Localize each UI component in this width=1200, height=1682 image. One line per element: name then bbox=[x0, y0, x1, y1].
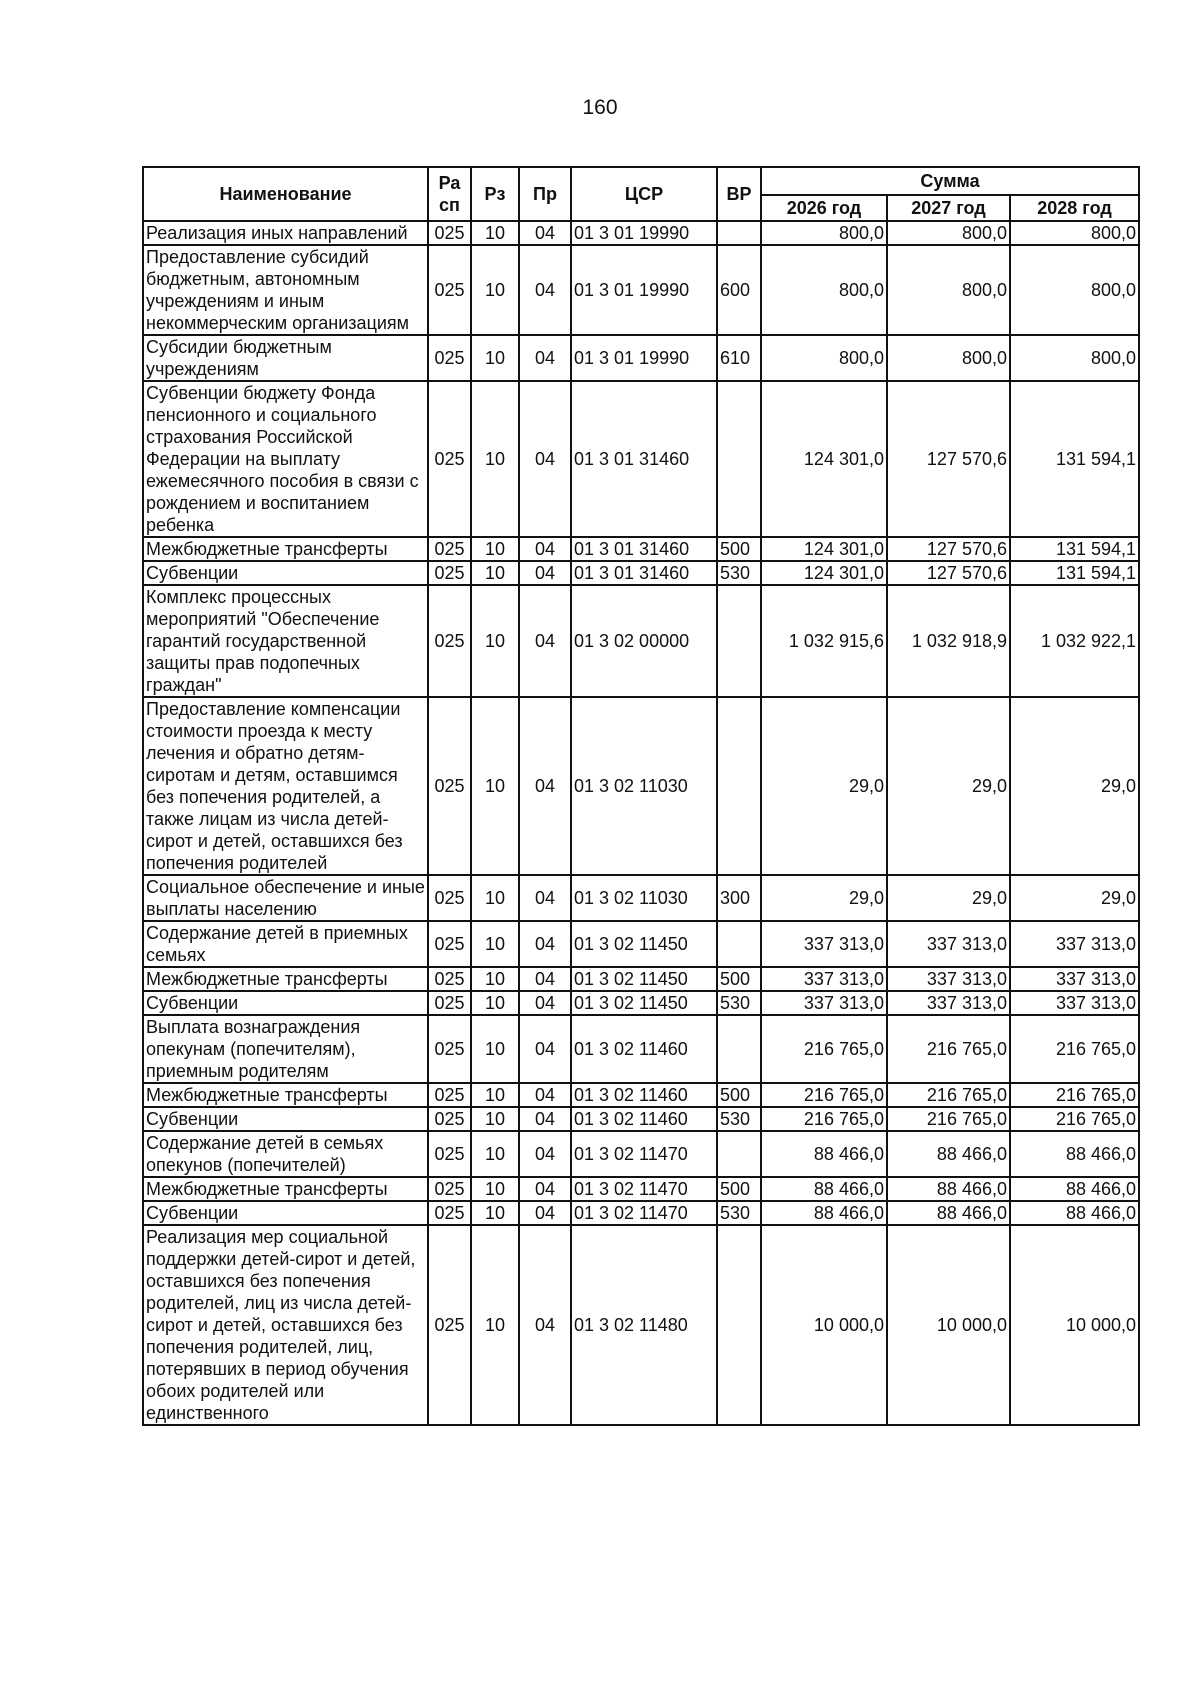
cell-rz: 10 bbox=[471, 967, 519, 991]
cell-rasp: 025 bbox=[428, 1083, 471, 1107]
cell-pr: 04 bbox=[519, 967, 571, 991]
cell-vr bbox=[717, 1131, 761, 1177]
cell-amount-2026: 124 301,0 bbox=[761, 537, 887, 561]
table-row bbox=[143, 335, 1139, 381]
cell-amount-2028: 1 032 922,1 bbox=[1010, 585, 1139, 697]
cell-rz: 10 bbox=[471, 1177, 519, 1201]
cell-amount-2026: 216 765,0 bbox=[761, 1015, 887, 1083]
header-year-2028: 2028 год bbox=[1010, 195, 1139, 221]
cell-amount-2027: 29,0 bbox=[887, 875, 1010, 921]
header-vr: ВР bbox=[717, 167, 761, 221]
cell-vr: 500 bbox=[717, 1177, 761, 1201]
cell-amount-2028: 800,0 bbox=[1010, 335, 1139, 381]
cell-csr: 01 3 02 11470 bbox=[571, 1177, 717, 1201]
cell-vr: 600 bbox=[717, 245, 761, 335]
cell-csr: 01 3 02 11480 bbox=[571, 1225, 717, 1425]
cell-amount-2028: 29,0 bbox=[1010, 875, 1139, 921]
cell-csr: 01 3 02 11030 bbox=[571, 697, 717, 875]
cell-amount-2028: 337 313,0 bbox=[1010, 991, 1139, 1015]
table-header bbox=[143, 167, 1139, 221]
cell-pr: 04 bbox=[519, 1131, 571, 1177]
cell-amount-2027: 88 466,0 bbox=[887, 1177, 1010, 1201]
cell-vr: 610 bbox=[717, 335, 761, 381]
cell-amount-2027: 88 466,0 bbox=[887, 1201, 1010, 1225]
cell-amount-2028: 800,0 bbox=[1010, 245, 1139, 335]
cell-amount-2027: 127 570,6 bbox=[887, 561, 1010, 585]
header-rasp: Ра сп bbox=[428, 167, 471, 221]
budget-table bbox=[142, 166, 1140, 1426]
cell-pr: 04 bbox=[519, 1015, 571, 1083]
cell-amount-2027: 337 313,0 bbox=[887, 967, 1010, 991]
cell-amount-2026: 337 313,0 bbox=[761, 967, 887, 991]
header-year-2026: 2026 год bbox=[761, 195, 887, 221]
cell-amount-2026: 124 301,0 bbox=[761, 561, 887, 585]
cell-pr: 04 bbox=[519, 921, 571, 967]
cell-pr: 04 bbox=[519, 585, 571, 697]
cell-csr: 01 3 01 19990 bbox=[571, 335, 717, 381]
cell-pr: 04 bbox=[519, 1225, 571, 1425]
cell-csr: 01 3 02 11460 bbox=[571, 1107, 717, 1131]
cell-amount-2028: 337 313,0 bbox=[1010, 967, 1139, 991]
table-row bbox=[143, 561, 1139, 585]
cell-name: Межбюджетные трансферты bbox=[143, 1177, 428, 1201]
cell-amount-2026: 124 301,0 bbox=[761, 381, 887, 537]
header-csr: ЦСР bbox=[571, 167, 717, 221]
cell-amount-2027: 216 765,0 bbox=[887, 1015, 1010, 1083]
cell-rz: 10 bbox=[471, 1225, 519, 1425]
cell-amount-2026: 88 466,0 bbox=[761, 1201, 887, 1225]
cell-rz: 10 bbox=[471, 697, 519, 875]
header-pr: Пр bbox=[519, 167, 571, 221]
cell-name: Содержание детей в приемных семьях bbox=[143, 921, 428, 967]
cell-amount-2028: 337 313,0 bbox=[1010, 921, 1139, 967]
cell-pr: 04 bbox=[519, 537, 571, 561]
cell-name: Комплекс процессных мероприятий "Обеспечение гарантий государственной защиты прав подопечных граждан" bbox=[143, 585, 428, 697]
cell-pr: 04 bbox=[519, 221, 571, 245]
cell-amount-2027: 88 466,0 bbox=[887, 1131, 1010, 1177]
cell-rz: 10 bbox=[471, 1015, 519, 1083]
cell-rz: 10 bbox=[471, 1201, 519, 1225]
table-row bbox=[143, 1225, 1139, 1425]
table-row bbox=[143, 1177, 1139, 1201]
cell-amount-2027: 216 765,0 bbox=[887, 1083, 1010, 1107]
cell-rasp: 025 bbox=[428, 1201, 471, 1225]
cell-rz: 10 bbox=[471, 245, 519, 335]
cell-amount-2027: 337 313,0 bbox=[887, 991, 1010, 1015]
cell-rasp: 025 bbox=[428, 697, 471, 875]
cell-vr bbox=[717, 921, 761, 967]
cell-rasp: 025 bbox=[428, 245, 471, 335]
cell-amount-2026: 337 313,0 bbox=[761, 991, 887, 1015]
cell-pr: 04 bbox=[519, 245, 571, 335]
cell-rz: 10 bbox=[471, 335, 519, 381]
cell-name: Субвенции bbox=[143, 1201, 428, 1225]
cell-rz: 10 bbox=[471, 1107, 519, 1131]
table-row bbox=[143, 697, 1139, 875]
cell-amount-2028: 88 466,0 bbox=[1010, 1177, 1139, 1201]
cell-amount-2026: 10 000,0 bbox=[761, 1225, 887, 1425]
cell-vr: 530 bbox=[717, 1201, 761, 1225]
table-row bbox=[143, 537, 1139, 561]
cell-amount-2028: 216 765,0 bbox=[1010, 1083, 1139, 1107]
cell-amount-2026: 800,0 bbox=[761, 245, 887, 335]
cell-rasp: 025 bbox=[428, 335, 471, 381]
cell-vr bbox=[717, 697, 761, 875]
cell-rz: 10 bbox=[471, 381, 519, 537]
cell-csr: 01 3 02 11470 bbox=[571, 1201, 717, 1225]
cell-vr bbox=[717, 221, 761, 245]
cell-amount-2027: 10 000,0 bbox=[887, 1225, 1010, 1425]
cell-amount-2027: 29,0 bbox=[887, 697, 1010, 875]
cell-vr: 530 bbox=[717, 1107, 761, 1131]
cell-csr: 01 3 02 11030 bbox=[571, 875, 717, 921]
cell-pr: 04 bbox=[519, 381, 571, 537]
cell-pr: 04 bbox=[519, 1177, 571, 1201]
cell-name: Выплата вознаграждения опекунам (попечителям), приемным родителям bbox=[143, 1015, 428, 1083]
cell-csr: 01 3 01 19990 bbox=[571, 221, 717, 245]
cell-rasp: 025 bbox=[428, 967, 471, 991]
cell-rz: 10 bbox=[471, 875, 519, 921]
cell-pr: 04 bbox=[519, 697, 571, 875]
cell-pr: 04 bbox=[519, 561, 571, 585]
cell-amount-2026: 216 765,0 bbox=[761, 1107, 887, 1131]
cell-rz: 10 bbox=[471, 537, 519, 561]
cell-rasp: 025 bbox=[428, 921, 471, 967]
table-body bbox=[143, 221, 1139, 1425]
cell-amount-2026: 29,0 bbox=[761, 875, 887, 921]
cell-rz: 10 bbox=[471, 1083, 519, 1107]
cell-rz: 10 bbox=[471, 1131, 519, 1177]
table-row bbox=[143, 1131, 1139, 1177]
cell-pr: 04 bbox=[519, 335, 571, 381]
cell-name: Субвенции бюджету Фонда пенсионного и социального страхования Российской Федерации на выплату ежемесячного пособия в связи с рождением и воспитанием ребенка bbox=[143, 381, 428, 537]
cell-rasp: 025 bbox=[428, 1131, 471, 1177]
cell-csr: 01 3 02 11450 bbox=[571, 967, 717, 991]
cell-name: Межбюджетные трансферты bbox=[143, 537, 428, 561]
table-row bbox=[143, 245, 1139, 335]
cell-amount-2026: 88 466,0 bbox=[761, 1131, 887, 1177]
cell-vr: 530 bbox=[717, 561, 761, 585]
cell-amount-2028: 216 765,0 bbox=[1010, 1107, 1139, 1131]
header-sum: Сумма bbox=[761, 167, 1139, 195]
cell-amount-2027: 800,0 bbox=[887, 221, 1010, 245]
header-name: Наименование bbox=[143, 167, 428, 221]
table-row bbox=[143, 991, 1139, 1015]
header-year-2027: 2027 год bbox=[887, 195, 1010, 221]
table-row bbox=[143, 381, 1139, 537]
cell-name: Реализация иных направлений bbox=[143, 221, 428, 245]
cell-name: Межбюджетные трансферты bbox=[143, 967, 428, 991]
cell-rz: 10 bbox=[471, 561, 519, 585]
cell-vr: 500 bbox=[717, 967, 761, 991]
cell-csr: 01 3 02 11460 bbox=[571, 1083, 717, 1107]
cell-pr: 04 bbox=[519, 1107, 571, 1131]
cell-amount-2026: 29,0 bbox=[761, 697, 887, 875]
header-row-top bbox=[143, 167, 1139, 195]
cell-vr bbox=[717, 585, 761, 697]
table-row bbox=[143, 1107, 1139, 1131]
cell-amount-2026: 800,0 bbox=[761, 335, 887, 381]
cell-amount-2026: 337 313,0 bbox=[761, 921, 887, 967]
cell-amount-2028: 131 594,1 bbox=[1010, 381, 1139, 537]
table-row bbox=[143, 967, 1139, 991]
cell-pr: 04 bbox=[519, 875, 571, 921]
table-row bbox=[143, 921, 1139, 967]
cell-amount-2028: 10 000,0 bbox=[1010, 1225, 1139, 1425]
cell-amount-2026: 800,0 bbox=[761, 221, 887, 245]
cell-name: Предоставление компенсации стоимости проезда к месту лечения и обратно детям-сиротам и детям, оставшимся без попечения родителей, а также лицам из числа детей-сирот и детей, оставшихся без попечения родителей bbox=[143, 697, 428, 875]
cell-csr: 01 3 01 31460 bbox=[571, 381, 717, 537]
cell-name: Содержание детей в семьях опекунов (попечителей) bbox=[143, 1131, 428, 1177]
cell-pr: 04 bbox=[519, 991, 571, 1015]
header-rz: Рз bbox=[471, 167, 519, 221]
cell-rasp: 025 bbox=[428, 1107, 471, 1131]
cell-rasp: 025 bbox=[428, 585, 471, 697]
cell-csr: 01 3 02 11470 bbox=[571, 1131, 717, 1177]
cell-vr: 530 bbox=[717, 991, 761, 1015]
cell-amount-2026: 88 466,0 bbox=[761, 1177, 887, 1201]
cell-vr: 300 bbox=[717, 875, 761, 921]
cell-csr: 01 3 02 11450 bbox=[571, 991, 717, 1015]
cell-rz: 10 bbox=[471, 221, 519, 245]
cell-vr bbox=[717, 1225, 761, 1425]
page-number: 160 bbox=[582, 96, 618, 119]
cell-name: Реализация мер социальной поддержки детей-сирот и детей, оставшихся без попечения родителей, лиц из числа детей-сирот и детей, оставшихся без попечения родителей, лиц, потерявших в период обучения обоих родителей или единственного bbox=[143, 1225, 428, 1425]
cell-csr: 01 3 02 11460 bbox=[571, 1015, 717, 1083]
cell-rz: 10 bbox=[471, 991, 519, 1015]
table-row bbox=[143, 1201, 1139, 1225]
cell-rz: 10 bbox=[471, 585, 519, 697]
cell-amount-2027: 127 570,6 bbox=[887, 537, 1010, 561]
cell-csr: 01 3 01 31460 bbox=[571, 537, 717, 561]
cell-amount-2028: 800,0 bbox=[1010, 221, 1139, 245]
cell-name: Межбюджетные трансферты bbox=[143, 1083, 428, 1107]
cell-csr: 01 3 01 19990 bbox=[571, 245, 717, 335]
cell-rasp: 025 bbox=[428, 561, 471, 585]
cell-csr: 01 3 01 31460 bbox=[571, 561, 717, 585]
cell-vr: 500 bbox=[717, 537, 761, 561]
table-row bbox=[143, 875, 1139, 921]
cell-amount-2028: 88 466,0 bbox=[1010, 1201, 1139, 1225]
cell-name: Субвенции bbox=[143, 1107, 428, 1131]
cell-rasp: 025 bbox=[428, 381, 471, 537]
cell-amount-2028: 131 594,1 bbox=[1010, 537, 1139, 561]
cell-rasp: 025 bbox=[428, 1177, 471, 1201]
table-row bbox=[143, 585, 1139, 697]
cell-rz: 10 bbox=[471, 921, 519, 967]
cell-name: Социальное обеспечение и иные выплаты населению bbox=[143, 875, 428, 921]
cell-amount-2026: 216 765,0 bbox=[761, 1083, 887, 1107]
cell-name: Субвенции bbox=[143, 561, 428, 585]
cell-amount-2027: 800,0 bbox=[887, 245, 1010, 335]
cell-rasp: 025 bbox=[428, 537, 471, 561]
table-row bbox=[143, 221, 1139, 245]
cell-rasp: 025 bbox=[428, 875, 471, 921]
table-row bbox=[143, 1083, 1139, 1107]
cell-vr: 500 bbox=[717, 1083, 761, 1107]
cell-amount-2028: 88 466,0 bbox=[1010, 1131, 1139, 1177]
cell-vr bbox=[717, 1015, 761, 1083]
cell-csr: 01 3 02 11450 bbox=[571, 921, 717, 967]
cell-amount-2028: 216 765,0 bbox=[1010, 1015, 1139, 1083]
cell-amount-2027: 127 570,6 bbox=[887, 381, 1010, 537]
cell-name: Предоставление субсидий бюджетным, автономным учреждениям и иным некоммерческим организациям bbox=[143, 245, 428, 335]
cell-amount-2027: 337 313,0 bbox=[887, 921, 1010, 967]
cell-rasp: 025 bbox=[428, 1015, 471, 1083]
cell-rasp: 025 bbox=[428, 1225, 471, 1425]
cell-csr: 01 3 02 00000 bbox=[571, 585, 717, 697]
cell-rasp: 025 bbox=[428, 221, 471, 245]
cell-amount-2026: 1 032 915,6 bbox=[761, 585, 887, 697]
cell-rasp: 025 bbox=[428, 991, 471, 1015]
cell-amount-2028: 131 594,1 bbox=[1010, 561, 1139, 585]
table-row bbox=[143, 1015, 1139, 1083]
cell-vr bbox=[717, 381, 761, 537]
cell-amount-2027: 1 032 918,9 bbox=[887, 585, 1010, 697]
cell-name: Субсидии бюджетным учреждениям bbox=[143, 335, 428, 381]
cell-amount-2028: 29,0 bbox=[1010, 697, 1139, 875]
cell-amount-2027: 216 765,0 bbox=[887, 1107, 1010, 1131]
cell-amount-2027: 800,0 bbox=[887, 335, 1010, 381]
cell-pr: 04 bbox=[519, 1083, 571, 1107]
cell-name: Субвенции bbox=[143, 991, 428, 1015]
cell-pr: 04 bbox=[519, 1201, 571, 1225]
